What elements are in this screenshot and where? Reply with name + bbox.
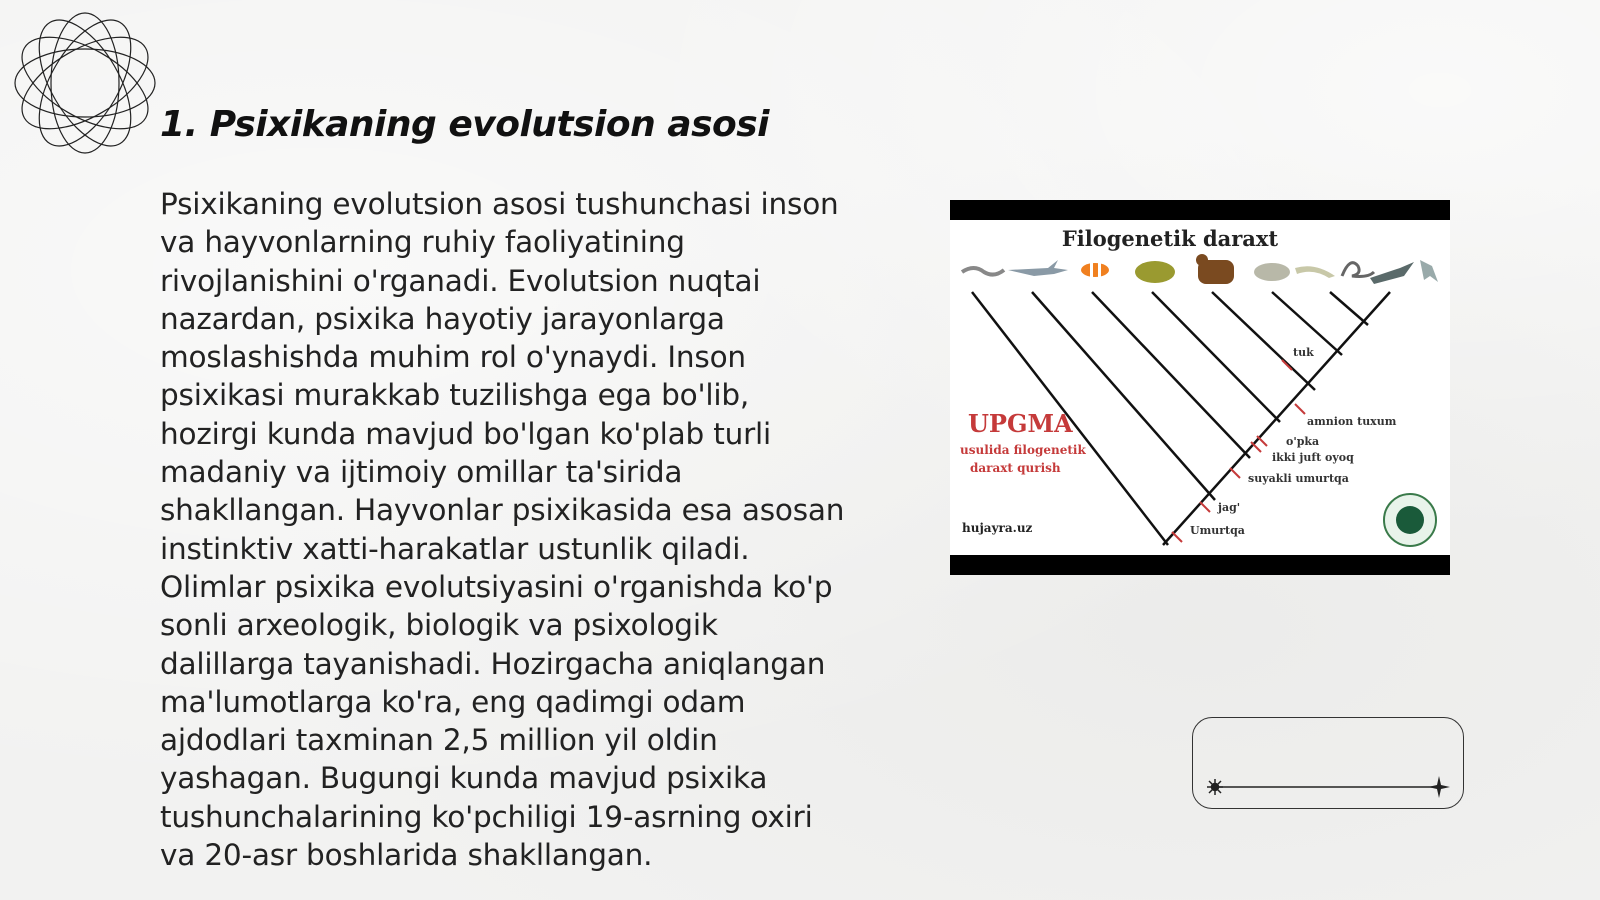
- trait-label: Umurtqa: [1190, 524, 1245, 537]
- slide-body-text: Psixikaning evolutsion asosi tushunchasi inson va hayvonlarning ruhiy faoliyatining rivojlanishini o'rganadi. Evolutsion nuqtai nazardan, psixika hayotiy jarayonlarga moslashishda muhim rol o'ynaydi. Inson psixikasi murakkab tuzilishga ega bo'lib, hozirgi kunda mavjud bo'lgan ko'plab turli madaniy va ijtimoiy omillar ta'sirida shakllangan. Hayvonlar psixikasida esa asosan instinktiv xatti-harakatlar ustunlik qiladi. Olimlar psixika evolutsiyasini o'rganishda ko'p sonli arxeologik, biologik va psixologik dalillarga tayanishadi. Hozirgacha aniqlangan ma'lumotlarga ko'ra, eng qadimgi odam ajdodlari taxminan 2,5 million yil oldin yashagan. Bugungi kunda mavjud psixika tushunchalarining ko'pchiligi 19-asrning oxiri va 20-asr boshlarida shakllangan.: [160, 187, 845, 873]
- cell-logo-icon: [1384, 494, 1436, 546]
- snake-icon: [1342, 263, 1374, 277]
- sun-icon: [1207, 779, 1223, 795]
- turtle-icon: [1254, 263, 1290, 281]
- method-subtitle-1: usulida filogenetik: [960, 443, 1086, 457]
- trait-label: jag': [1218, 501, 1241, 514]
- source-site-label: hujayra.uz: [962, 521, 1033, 535]
- worm-icon: [962, 268, 1004, 275]
- animal-icons-row: [962, 254, 1438, 284]
- diagram-title: Filogenetik daraxt: [1061, 226, 1279, 251]
- frog-icon: [1135, 261, 1175, 283]
- timeline-box: [1192, 717, 1464, 809]
- sparkle-icon: [1428, 776, 1450, 798]
- trait-labels: [1190, 346, 1397, 537]
- trait-label: suyakli umurtqa: [1248, 472, 1349, 485]
- orbit-logo-icon: [10, 8, 160, 158]
- method-subtitle-2: daraxt qurish: [970, 461, 1061, 475]
- phylogenetic-tree-image: [950, 200, 1450, 575]
- crocodile-icon: [1370, 262, 1414, 284]
- clownfish-icon: [1081, 263, 1109, 277]
- trait-label: amnion tuxum: [1307, 415, 1397, 428]
- shark-icon: [1008, 260, 1068, 276]
- trait-label: o'pka: [1286, 435, 1320, 448]
- method-title: UPGMA: [968, 409, 1073, 438]
- trait-label: tuk: [1293, 346, 1314, 359]
- lizard-icon: [1295, 266, 1335, 278]
- bear-icon: [1196, 254, 1234, 284]
- bird-icon: [1420, 260, 1438, 282]
- slide-title: 1. Psixikaning evolutsion asosi: [160, 104, 769, 145]
- trait-label: ikki juft oyoq: [1272, 451, 1354, 464]
